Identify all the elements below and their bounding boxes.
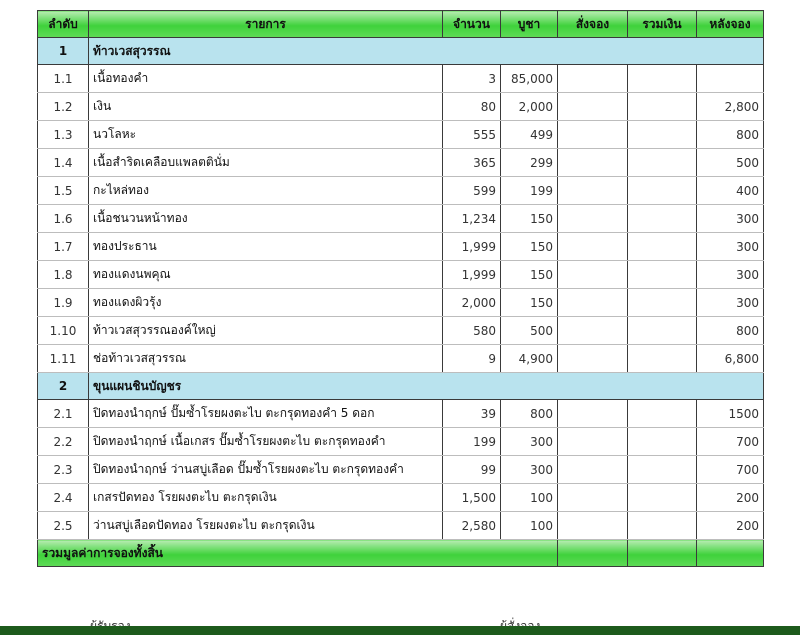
table-row [38, 317, 764, 345]
item-after-order: 2,800 [697, 93, 764, 121]
item-after-order: 200 [697, 512, 764, 540]
item-after-order: 300 [697, 233, 764, 261]
item-order-cell[interactable] [558, 177, 628, 205]
item-total-cell[interactable] [628, 456, 697, 484]
item-total-cell[interactable] [628, 400, 697, 428]
item-total-cell[interactable] [628, 121, 697, 149]
table-row [38, 345, 764, 373]
item-price: 300 [501, 456, 558, 484]
item-order-cell[interactable] [558, 121, 628, 149]
item-number: 2.2 [38, 428, 89, 456]
section-row [38, 38, 764, 65]
item-number: 1.4 [38, 149, 89, 177]
table-row [38, 484, 764, 512]
table-row [38, 512, 764, 540]
header-item: รายการ [89, 11, 443, 38]
item-order-cell[interactable] [558, 456, 628, 484]
item-after-order: 300 [697, 289, 764, 317]
item-name: ปิดทองนำฤกษ์ เนื้อเกสร ปั๊มซ้ำโรยผงตะไบ ตะกรุดทองคำ [89, 428, 443, 456]
item-number: 1.5 [38, 177, 89, 205]
item-total-cell[interactable] [628, 233, 697, 261]
item-price: 85,000 [501, 65, 558, 93]
item-order-cell[interactable] [558, 93, 628, 121]
item-order-cell[interactable] [558, 400, 628, 428]
item-number: 1.1 [38, 65, 89, 93]
item-after-order: 6,800 [697, 345, 764, 373]
item-number: 1.9 [38, 289, 89, 317]
item-number: 1.3 [38, 121, 89, 149]
item-price: 499 [501, 121, 558, 149]
item-name: ว่านสบู่เลือดปัดทอง โรยผงตะไบ ตะกรุดเงิน [89, 512, 443, 540]
item-total-cell[interactable] [628, 177, 697, 205]
item-quantity: 1,999 [443, 233, 501, 261]
item-price: 4,900 [501, 345, 558, 373]
table-row [38, 456, 764, 484]
item-price: 199 [501, 177, 558, 205]
item-quantity: 599 [443, 177, 501, 205]
header-no: ลำดับ [38, 11, 89, 38]
item-price: 150 [501, 261, 558, 289]
item-order-cell[interactable] [558, 345, 628, 373]
item-quantity: 2,580 [443, 512, 501, 540]
item-quantity: 9 [443, 345, 501, 373]
table-row [38, 177, 764, 205]
header-order: สั่งจอง [558, 11, 628, 38]
table-row [38, 93, 764, 121]
item-order-cell[interactable] [558, 289, 628, 317]
item-after-order: 300 [697, 261, 764, 289]
item-quantity: 199 [443, 428, 501, 456]
item-order-cell[interactable] [558, 205, 628, 233]
item-number: 1.10 [38, 317, 89, 345]
item-after-order: 800 [697, 121, 764, 149]
item-name: ทองแดงนพคุณ [89, 261, 443, 289]
section-row [38, 373, 764, 400]
item-name: เงิน [89, 93, 443, 121]
item-name: เนื้อสำริดเคลือบแพลตตินั่ม [89, 149, 443, 177]
item-quantity: 1,999 [443, 261, 501, 289]
item-number: 2.3 [38, 456, 89, 484]
item-name: เนื้อทองคำ [89, 65, 443, 93]
item-after-order: 200 [697, 484, 764, 512]
item-order-cell[interactable] [558, 65, 628, 93]
item-order-cell[interactable] [558, 261, 628, 289]
item-order-cell[interactable] [558, 233, 628, 261]
table-row [38, 149, 764, 177]
grand-total-order-cell[interactable] [558, 540, 628, 567]
item-total-cell[interactable] [628, 289, 697, 317]
item-number: 1.8 [38, 261, 89, 289]
item-after-order: 700 [697, 428, 764, 456]
item-name: กะไหล่ทอง [89, 177, 443, 205]
item-name: เกสรปัดทอง โรยผงตะไบ ตะกรุดเงิน [89, 484, 443, 512]
item-quantity: 39 [443, 400, 501, 428]
item-order-cell[interactable] [558, 149, 628, 177]
item-after-order [697, 65, 764, 93]
table-row [38, 428, 764, 456]
grand-total-after-cell[interactable] [697, 540, 764, 567]
item-after-order: 500 [697, 149, 764, 177]
header-after-order: หลังจอง [697, 11, 764, 38]
item-number: 2.5 [38, 512, 89, 540]
item-price: 300 [501, 428, 558, 456]
item-quantity: 555 [443, 121, 501, 149]
item-total-cell[interactable] [628, 484, 697, 512]
table-row [38, 121, 764, 149]
item-quantity: 3 [443, 65, 501, 93]
item-after-order: 400 [697, 177, 764, 205]
item-price: 800 [501, 400, 558, 428]
item-quantity: 580 [443, 317, 501, 345]
item-price: 150 [501, 289, 558, 317]
item-after-order: 800 [697, 317, 764, 345]
item-order-cell[interactable] [558, 484, 628, 512]
section-title: ขุนแผนชินบัญชร [89, 373, 764, 400]
item-quantity: 99 [443, 456, 501, 484]
item-quantity: 1,234 [443, 205, 501, 233]
item-number: 1.2 [38, 93, 89, 121]
section-number: 2 [38, 373, 89, 400]
item-number: 2.4 [38, 484, 89, 512]
table-row [38, 400, 764, 428]
item-total-cell[interactable] [628, 149, 697, 177]
item-total-cell[interactable] [628, 345, 697, 373]
grand-total-row [38, 540, 764, 567]
item-after-order: 700 [697, 456, 764, 484]
item-quantity: 80 [443, 93, 501, 121]
table-row [38, 65, 764, 93]
item-order-cell[interactable] [558, 512, 628, 540]
item-after-order: 300 [697, 205, 764, 233]
item-price: 100 [501, 512, 558, 540]
grand-total-label: รวมมูลค่าการจองทั้งสิ้น [38, 540, 558, 567]
table-row [38, 289, 764, 317]
grand-total-sum-cell[interactable] [628, 540, 697, 567]
item-price: 100 [501, 484, 558, 512]
order-sheet-table [37, 10, 764, 567]
item-price: 2,000 [501, 93, 558, 121]
item-price: 299 [501, 149, 558, 177]
item-price: 500 [501, 317, 558, 345]
item-name: เนื้อชนวนหน้าทอง [89, 205, 443, 233]
header-row [38, 11, 764, 38]
item-name: ช่อท้าวเวสสุวรรณ [89, 345, 443, 373]
item-number: 1.6 [38, 205, 89, 233]
item-total-cell[interactable] [628, 317, 697, 345]
item-total-cell[interactable] [628, 205, 697, 233]
section-title: ท้าวเวสสุวรรณ [89, 38, 764, 65]
item-name: ท้าวเวสสุวรรณองค์ใหญ่ [89, 317, 443, 345]
item-name: นวโลหะ [89, 121, 443, 149]
item-number: 1.11 [38, 345, 89, 373]
item-number: 2.1 [38, 400, 89, 428]
item-total-cell[interactable] [628, 93, 697, 121]
item-name: ปิดทองนำฤกษ์ ว่านสบู่เลือด ปั๊มซ้ำโรยผงตะไบ ตะกรุดทองคำ [89, 456, 443, 484]
item-total-cell[interactable] [628, 65, 697, 93]
table-row [38, 205, 764, 233]
item-total-cell[interactable] [628, 512, 697, 540]
item-name: ทองประธาน [89, 233, 443, 261]
item-quantity: 365 [443, 149, 501, 177]
table-row [38, 261, 764, 289]
item-quantity: 1,500 [443, 484, 501, 512]
header-quantity: จำนวน [443, 11, 501, 38]
item-total-cell[interactable] [628, 428, 697, 456]
header-price: บูชา [501, 11, 558, 38]
item-order-cell[interactable] [558, 317, 628, 345]
item-name: ปิดทองนำฤกษ์ ปั๊มซ้ำโรยผงตะไบ ตะกรุดทองคำ 5 ดอก [89, 400, 443, 428]
item-name: ทองแดงผิวรุ้ง [89, 289, 443, 317]
item-total-cell[interactable] [628, 261, 697, 289]
item-after-order: 1500 [697, 400, 764, 428]
header-total: รวมเงิน [628, 11, 697, 38]
item-order-cell[interactable] [558, 428, 628, 456]
bottom-edge-bar [0, 626, 800, 635]
item-price: 150 [501, 205, 558, 233]
item-price: 150 [501, 233, 558, 261]
table-row [38, 233, 764, 261]
item-number: 1.7 [38, 233, 89, 261]
section-number: 1 [38, 38, 89, 65]
item-quantity: 2,000 [443, 289, 501, 317]
